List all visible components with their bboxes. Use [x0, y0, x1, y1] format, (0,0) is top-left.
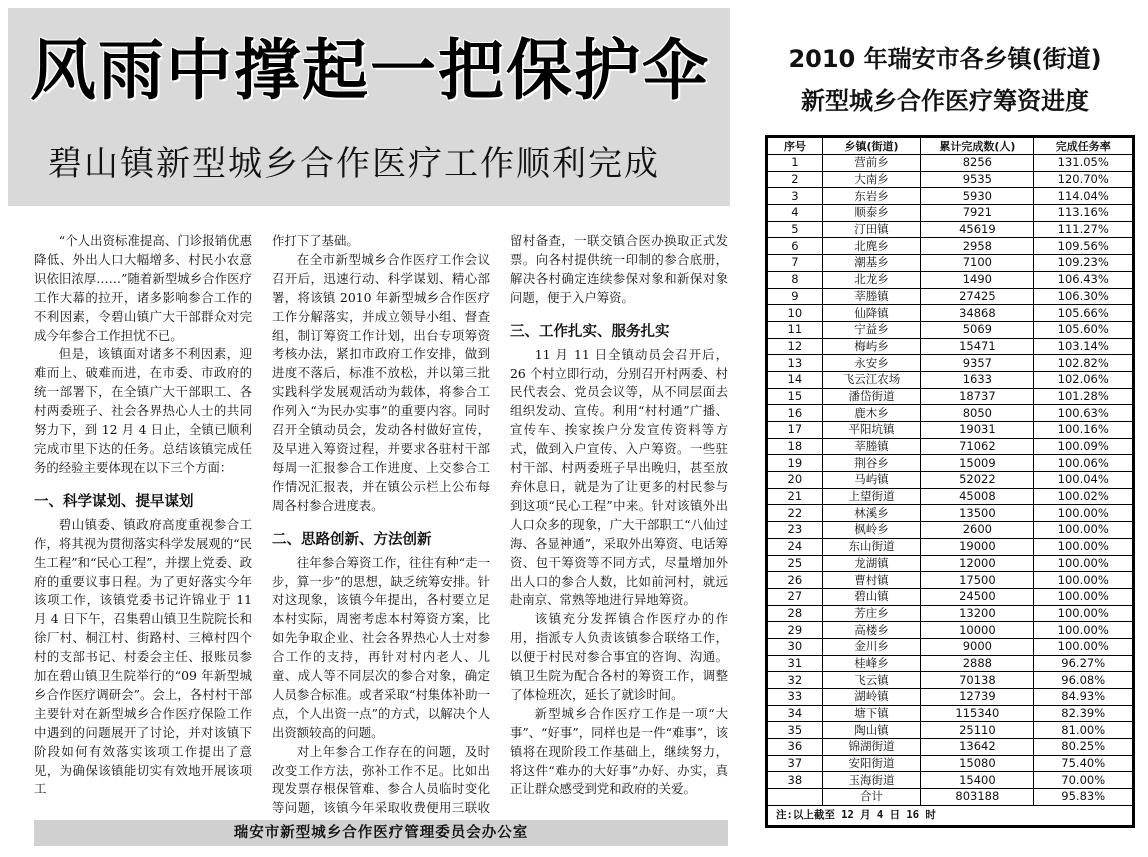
row-index: 11: [768, 321, 823, 338]
row-count: 45008: [921, 488, 1034, 505]
table-row: [768, 689, 1133, 706]
table-total-row: [768, 789, 1133, 806]
row-count: 45619: [921, 221, 1034, 238]
row-index: 31: [768, 655, 823, 672]
table-row: [768, 221, 1133, 238]
row-count: 52022: [921, 472, 1034, 489]
row-index: 15: [768, 388, 823, 405]
table-row: [768, 622, 1133, 639]
table-row: [768, 388, 1133, 405]
row-rate: 101.28%: [1034, 388, 1133, 405]
row-rate: 100.00%: [1034, 638, 1133, 655]
row-count: 17500: [921, 572, 1034, 589]
table-row: [768, 705, 1133, 722]
row-rate: 75.40%: [1034, 755, 1133, 772]
row-rate: 100.00%: [1034, 522, 1133, 539]
row-index: 28: [768, 605, 823, 622]
row-town: 北龙乡: [822, 271, 921, 288]
paragraph: 作打下了基础。: [272, 233, 359, 248]
total-label: 合计: [822, 789, 921, 806]
row-town: 上望街道: [822, 488, 921, 505]
row-count: 1490: [921, 271, 1034, 288]
row-count: 15471: [921, 338, 1034, 355]
row-count: 13200: [921, 605, 1034, 622]
row-index: 19: [768, 455, 823, 472]
row-count: 2888: [921, 655, 1034, 672]
table-note: 注:以上截至 12 月 4 日 16 时: [768, 805, 1133, 825]
row-index: 29: [768, 622, 823, 639]
row-count: 12000: [921, 555, 1034, 572]
row-index: 38: [768, 772, 823, 789]
table-row: [768, 588, 1133, 605]
row-index: 23: [768, 522, 823, 539]
row-index: 17: [768, 422, 823, 439]
table-row: [768, 171, 1133, 188]
row-index: 26: [768, 572, 823, 589]
col-header-count: 累计完成数(人): [921, 138, 1034, 155]
row-rate: 106.43%: [1034, 271, 1133, 288]
row-index: 37: [768, 755, 823, 772]
row-count: 7100: [921, 255, 1034, 272]
row-count: 34868: [921, 305, 1034, 322]
paragraph: 留村备查，一联交镇合医办换取正式发票。向各村提供统一印制的参合底册，解决各村确定连续参保对象和新保对象问题，便于入户筹资。: [510, 233, 728, 305]
row-index: 3: [768, 188, 823, 205]
row-rate: 100.00%: [1034, 555, 1133, 572]
sidebar-title-line-2: 新型城乡合作医疗筹资进度: [801, 87, 1089, 115]
row-town: 东山街道: [822, 538, 921, 555]
table-row: [768, 422, 1133, 439]
table-row: [768, 338, 1133, 355]
table-row: [768, 655, 1133, 672]
row-rate: 82.39%: [1034, 705, 1133, 722]
row-town: 荆谷乡: [822, 455, 921, 472]
row-index: 1: [768, 155, 823, 172]
row-rate: 103.14%: [1034, 338, 1133, 355]
row-count: 25110: [921, 722, 1034, 739]
row-town: 湖岭镇: [822, 689, 921, 706]
col-header-town: 乡镇(街道): [822, 138, 921, 155]
row-index: 18: [768, 438, 823, 455]
table-row: [768, 488, 1133, 505]
row-town: 林溪乡: [822, 505, 921, 522]
row-count: 5069: [921, 321, 1034, 338]
row-count: 15400: [921, 772, 1034, 789]
table-row: [768, 271, 1133, 288]
table-row: [768, 572, 1133, 589]
table-row: [768, 155, 1133, 172]
article-column-3: [510, 232, 728, 817]
row-rate: 100.00%: [1034, 505, 1133, 522]
row-count: 10000: [921, 622, 1034, 639]
row-rate: 100.00%: [1034, 588, 1133, 605]
row-count: 24500: [921, 588, 1034, 605]
table-row: [768, 205, 1133, 222]
row-town: 安阳街道: [822, 755, 921, 772]
row-count: 19000: [921, 538, 1034, 555]
row-index: 36: [768, 739, 823, 756]
row-rate: 109.56%: [1034, 238, 1133, 255]
row-index: 5: [768, 221, 823, 238]
row-town: 鹿木乡: [822, 405, 921, 422]
article-column-2: [272, 232, 490, 817]
row-town: 玉海街道: [822, 772, 921, 789]
row-index: 8: [768, 271, 823, 288]
table-row: [768, 772, 1133, 789]
row-count: 13500: [921, 505, 1034, 522]
row-rate: 100.09%: [1034, 438, 1133, 455]
row-index: 13: [768, 355, 823, 372]
row-index: 6: [768, 238, 823, 255]
total-rate: 95.83%: [1034, 789, 1133, 806]
row-town: 桂峰乡: [822, 655, 921, 672]
row-index: 27: [768, 588, 823, 605]
sidebar-title: [752, 38, 1138, 122]
paragraph: 碧山镇委、镇政府高度重视参合工作，将其视为贯彻落实科学发展观的“民生工程”和“民心工程”，并摆上党委、政府的重要议事日程。为了更好落实今年该项工作，该镇党委书记许锦业于 11 月 4 日下午，召集碧山镇卫生院院长和徐厂村、桐江村、街路村、三樟村四个村的支部书记、村委会主任、报账员参加在碧山镇卫生院举行的“09 年新型城乡合作医疗调研会”。会上，各村村干部主要针对在新型城乡合作医疗保险工作中遇到的问题展开了讨论，并对该镇下阶段如何有效落实该项工作提出了意见，为确保该镇能切实有效地开展该项工: [34, 516, 252, 797]
table-row: [768, 405, 1133, 422]
row-rate: 131.05%: [1034, 155, 1133, 172]
row-count: 1633: [921, 371, 1034, 388]
row-index: 33: [768, 689, 823, 706]
row-town: 仙降镇: [822, 305, 921, 322]
table-row: [768, 538, 1133, 555]
row-rate: 96.08%: [1034, 672, 1133, 689]
row-town: 塘下镇: [822, 705, 921, 722]
row-town: 莘塍镇: [822, 288, 921, 305]
row-count: 8256: [921, 155, 1034, 172]
table-row: [768, 555, 1133, 572]
table-row: [768, 605, 1133, 622]
row-town: 平阳坑镇: [822, 422, 921, 439]
row-index: 16: [768, 405, 823, 422]
row-index: 20: [768, 472, 823, 489]
row-count: 18737: [921, 388, 1034, 405]
row-town: 芳庄乡: [822, 605, 921, 622]
table-row: [768, 288, 1133, 305]
total-count: 803188: [921, 789, 1034, 806]
row-rate: 105.60%: [1034, 321, 1133, 338]
section-heading-3: 三、工作扎实、服务扎实: [510, 323, 670, 340]
row-rate: 100.04%: [1034, 472, 1133, 489]
table-row: [768, 305, 1133, 322]
paragraph: “个人出资标准提高、门诊报销优惠降低、外出人口大幅增多、村民小农意识依旧浓厚……”随着新型城乡合作医疗工作大幕的拉开，诸多影响参合工作的不利因素，令碧山镇广大干部群众对完成今年参合工作担忧不已。: [34, 233, 252, 343]
row-town: 高楼乡: [822, 622, 921, 639]
row-rate: 81.00%: [1034, 722, 1133, 739]
row-town: 汀田镇: [822, 221, 921, 238]
article-headline: 风雨中撑起一把保护伞: [30, 32, 710, 109]
section-heading-1: 一、科学谋划、提早谋划: [34, 493, 194, 510]
row-rate: 114.04%: [1034, 188, 1133, 205]
row-town: 潘岱街道: [822, 388, 921, 405]
row-town: 东岩乡: [822, 188, 921, 205]
table-row: [768, 438, 1133, 455]
row-rate: 100.02%: [1034, 488, 1133, 505]
row-rate: 109.23%: [1034, 255, 1133, 272]
row-town: 大南乡: [822, 171, 921, 188]
row-count: 12739: [921, 689, 1034, 706]
row-index: 12: [768, 338, 823, 355]
row-count: 9000: [921, 638, 1034, 655]
row-rate: 100.00%: [1034, 572, 1133, 589]
row-rate: 120.70%: [1034, 171, 1133, 188]
section-heading-2: 二、思路创新、方法创新: [272, 531, 432, 548]
table-row: [768, 638, 1133, 655]
row-town: 陶山镇: [822, 722, 921, 739]
row-index: 10: [768, 305, 823, 322]
paragraph: 该镇充分发挥镇合作医疗办的作用，指派专人负责该镇参合联络工作，以便于村民对参合事宜的咨询、沟通。镇卫生院为配合各村的筹资工作，调整了体检班次，延长了就诊时间。: [510, 611, 728, 702]
table-row: [768, 472, 1133, 489]
sidebar-title-line-1: 2010 年瑞安市各乡镇(街道): [788, 45, 1102, 73]
row-index: 22: [768, 505, 823, 522]
row-rate: 100.00%: [1034, 605, 1133, 622]
row-rate: 100.16%: [1034, 422, 1133, 439]
row-index: 32: [768, 672, 823, 689]
table-row: [768, 238, 1133, 255]
row-count: 27425: [921, 288, 1034, 305]
table-row: [768, 355, 1133, 372]
row-index: 7: [768, 255, 823, 272]
row-count: 13642: [921, 739, 1034, 756]
table-row: [768, 672, 1133, 689]
row-town: 枫岭乡: [822, 522, 921, 539]
col-header-index: 序号: [768, 138, 823, 155]
paragraph: 但是，该镇面对诸多不利因素，迎难而上、破难而进，在市委、市政府的统一部署下，在全镇广大干部职工、各村两委班子、社会各界热心人士的共同努力下，到 12 月 4 日止，全镇已顺利完成市里下达的任务。总结该镇完成任务的经验主要体现在以下三个方面：: [34, 346, 252, 475]
row-index: 35: [768, 722, 823, 739]
row-rate: 105.66%: [1034, 305, 1133, 322]
footer-organization: 瑞安市新型城乡合作医疗管理委员会办公室: [34, 820, 728, 846]
row-rate: 100.63%: [1034, 405, 1133, 422]
paragraph: 对上年参合工作存在的问题，及时改变工作方法，弥补工作不足。比如出现发票存根保管难、参合人员临时变化等问题，该镇今年采取收费便用三联收: [272, 743, 490, 816]
table-row: [768, 739, 1133, 756]
row-rate: 106.30%: [1034, 288, 1133, 305]
table-row: [768, 455, 1133, 472]
row-index: 2: [768, 171, 823, 188]
row-rate: 100.00%: [1034, 538, 1133, 555]
row-index: 24: [768, 538, 823, 555]
row-town: 金川乡: [822, 638, 921, 655]
row-count: 71062: [921, 438, 1034, 455]
table-row: [768, 722, 1133, 739]
row-town: 飞云镇: [822, 672, 921, 689]
row-town: 锦湖街道: [822, 739, 921, 756]
article-column-1: [34, 232, 252, 817]
row-rate: 100.00%: [1034, 622, 1133, 639]
row-count: 2600: [921, 522, 1034, 539]
row-town: 龙湖镇: [822, 555, 921, 572]
paragraph: 11 月 11 日全镇动员会召开后，26 个村立即行动，分别召开村两委、村民代表会、党员会议等，从不同层面去组织发动、宣传。利用“村村通”广播、宣传车、挨家挨户分发宣传资料等方式，做到入户宣传、入户筹资。一些驻村干部、村两委班子早出晚归，甚至放弃休息日，就是为了让更多的村民参与到这项“民心工程”中来。针对该镇外出人口众多的现象，广大干部职工“八仙过海、各显神通”，采取外出筹资、电话筹资、包干筹资等不同方式，尽量增加外出人口的参合人数，比如前河村，就远赴南京、常熟等地进行异地筹资。: [510, 346, 728, 608]
row-town: 潮基乡: [822, 255, 921, 272]
row-index: 4: [768, 205, 823, 222]
row-count: 8050: [921, 405, 1034, 422]
row-index: 30: [768, 638, 823, 655]
row-rate: 100.06%: [1034, 455, 1133, 472]
row-index: 34: [768, 705, 823, 722]
paragraph: 新型城乡合作医疗工作是一项“大事”、“好事”，同样也是一件“难事”，该镇将在现阶段工作基础上，继续努力，将这件“难办的大好事”办好、办实，真正让群众感受到党和政府的关爱。: [510, 705, 728, 797]
row-count: 9535: [921, 171, 1034, 188]
table-row: [768, 371, 1133, 388]
row-count: 7921: [921, 205, 1034, 222]
row-town: 梅屿乡: [822, 338, 921, 355]
table-row: [768, 255, 1133, 272]
row-index: 9: [768, 288, 823, 305]
row-town: 飞云江农场: [822, 371, 921, 388]
row-town: 营前乡: [822, 155, 921, 172]
row-count: 115340: [921, 705, 1034, 722]
article-body: [34, 232, 728, 817]
row-index: 21: [768, 488, 823, 505]
row-town: 宁益乡: [822, 321, 921, 338]
row-count: 9357: [921, 355, 1034, 372]
paragraph: 往年参合筹资工作，往往有种“走一步，算一步”的思想，缺乏统筹安排。针对这现象，该镇今年提出，各村要立足本村实际，周密考虑本村筹资方案，比如先争取企业、社会各界热心人士对参合工作的支持，再针对村内老人、儿童、成人等不同层次的参合对象，确定人员参合标准。或者采取“村集体补助一点，个人出资一点”的方式，以解决个人出资额较高的问题。: [272, 554, 490, 740]
row-rate: 80.25%: [1034, 739, 1133, 756]
row-town: 马屿镇: [822, 472, 921, 489]
paragraph: 在全市新型城乡合作医疗工作会议召开后，迅速行动、科学谋划、精心部署，将该镇 2010 年新型城乡合作医疗工作分解落实，并成立领导小组、督查组，制订筹资工作计划，出台专项筹资考核办法，紧扣市政府工作安排，做到进度不落后，标准不放松，并以第三批实践科学发展观活动为载体，将参合工作列入“为民办实事”的重要内容。同时召开全镇动员会，发动各村做好宣传，及早进入筹资过程，并要求各驻村干部每周一汇报参合工作进度、上交参合工作情况汇报表，并在镇公示栏上公布每周各村参合进度表。: [272, 251, 490, 513]
row-town: 碧山镇: [822, 588, 921, 605]
row-count: 15080: [921, 755, 1034, 772]
row-town: 顺泰乡: [822, 205, 921, 222]
row-count: 70138: [921, 672, 1034, 689]
total-index-cell: [768, 789, 823, 806]
table-row: [768, 505, 1133, 522]
row-town: 永安乡: [822, 355, 921, 372]
table-row: [768, 188, 1133, 205]
table-row: [768, 755, 1133, 772]
table-row: [768, 321, 1133, 338]
article-subhead: 碧山镇新型城乡合作医疗工作顺利完成: [48, 144, 660, 184]
row-rate: 111.27%: [1034, 221, 1133, 238]
table-header-row: [768, 138, 1133, 155]
progress-table: [765, 135, 1135, 828]
row-rate: 102.82%: [1034, 355, 1133, 372]
row-rate: 84.93%: [1034, 689, 1133, 706]
row-count: 5930: [921, 188, 1034, 205]
row-rate: 102.06%: [1034, 371, 1133, 388]
table-row: [768, 522, 1133, 539]
row-count: 2958: [921, 238, 1034, 255]
row-count: 15009: [921, 455, 1034, 472]
row-rate: 96.27%: [1034, 655, 1133, 672]
row-index: 25: [768, 555, 823, 572]
col-header-rate: 完成任务率: [1034, 138, 1133, 155]
row-town: 北麂乡: [822, 238, 921, 255]
row-index: 14: [768, 371, 823, 388]
row-count: 19031: [921, 422, 1034, 439]
row-rate: 113.16%: [1034, 205, 1133, 222]
row-town: 曹村镇: [822, 572, 921, 589]
row-rate: 70.00%: [1034, 772, 1133, 789]
row-town: 莘塍镇: [822, 438, 921, 455]
